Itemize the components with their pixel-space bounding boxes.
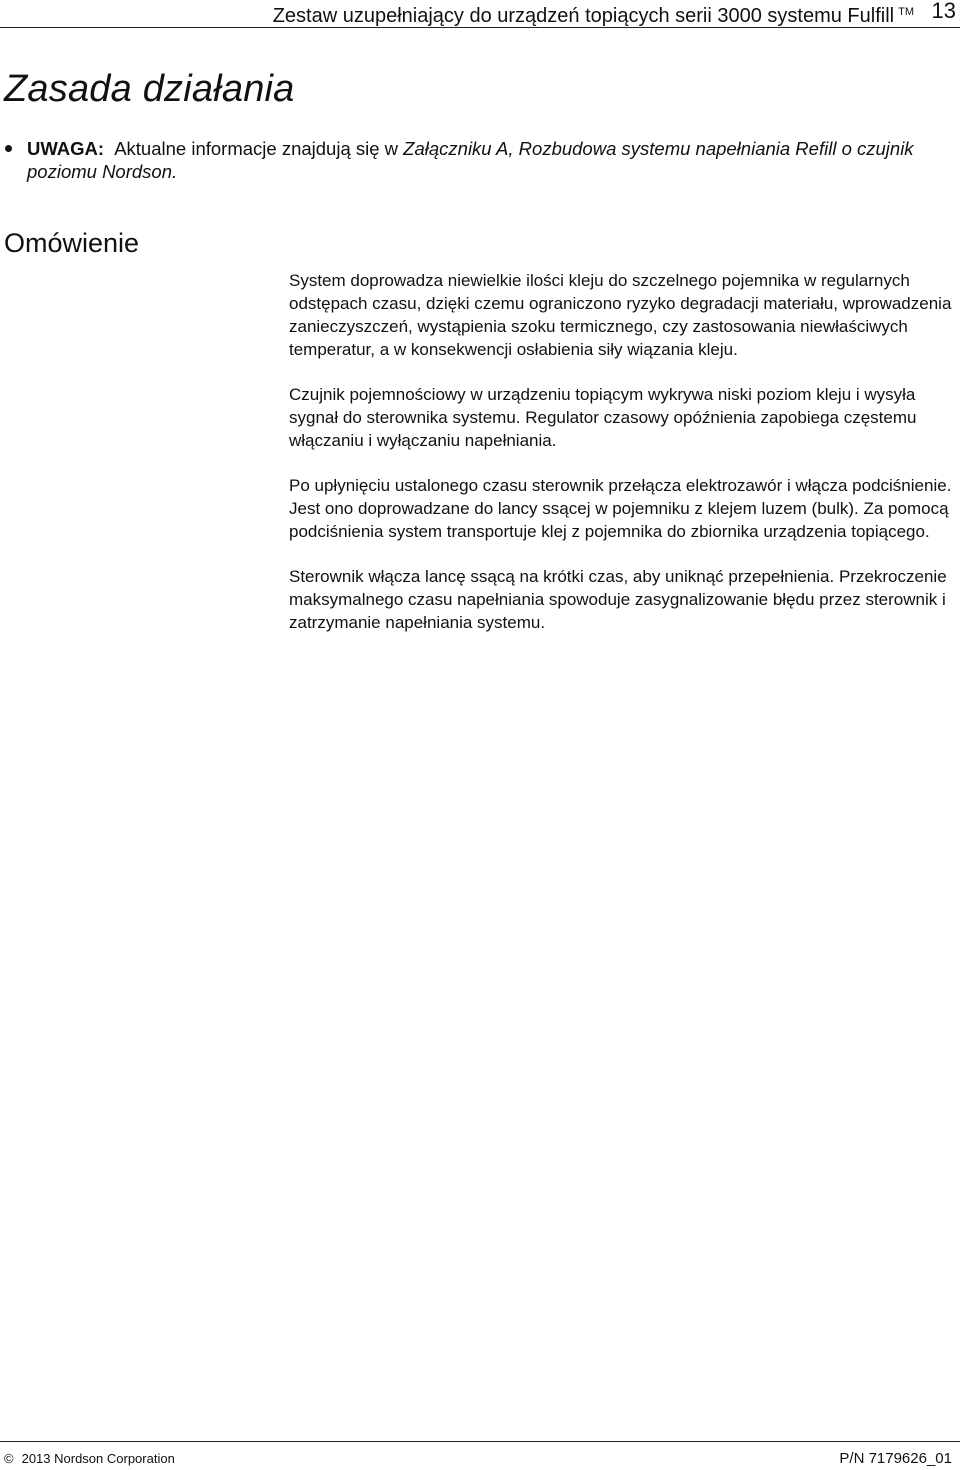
copyright-icon: © xyxy=(4,1451,14,1466)
paragraph: Sterownik włącza lancę ssącą na krótki czas, aby uniknąć przepełnienia. Przekroczenie maksymalnego czasu napełniania spowoduje zasygnalizowanie błędu przez sterownik i zatrzymanie napełniania systemu. xyxy=(289,567,947,632)
note-block xyxy=(5,137,935,183)
page-title: Zasada działania xyxy=(4,68,295,110)
header-title xyxy=(273,0,914,28)
paragraph: System doprowadza niewielkie ilości kleju do szczelnego pojemnika w regularnych odstępach czasu, dzięki czemu ograniczono ryzyko degradacji materiału, wprowadzenia zanieczyszczeń, wystąpienia szoku termicznego, czy zastosowania niewłaściwych temperatur, a w konsekwencji osłabienia siły wiązania kleju. xyxy=(289,271,952,359)
page-header xyxy=(0,0,960,30)
section-title: Omówienie xyxy=(4,228,140,258)
paragraph: Po upłynięciu ustalonego czasu sterownik przełącza elektrozawór i włącza podciśnienie. Jest ono doprowadzane do lancy ssącej w pojemniku z klejem luzem (bulk). Za pomocą podciśnienia system transportuje klej z pojemnika do zbiornika urządzenia topiącego. xyxy=(289,476,952,541)
footer-divider xyxy=(0,1441,960,1442)
bullet-icon xyxy=(5,145,12,152)
note-label: UWAGA: xyxy=(27,138,105,159)
section-body xyxy=(289,269,957,656)
part-number: P/N 7179626_01 xyxy=(839,1450,952,1467)
note-reference: Załączniku A, Rozbudowa systemu napełniania Refill o czujnik poziomu Nordson. xyxy=(27,138,914,182)
header-divider xyxy=(0,27,960,28)
copyright xyxy=(4,1451,175,1467)
copyright-text: 2013 Nordson Corporation xyxy=(21,1451,175,1466)
paragraph: Czujnik pojemnościowy w urządzeniu topiącym wykrywa niski poziom kleju i wysyła sygnał do sterownika systemu. Regulator czasowy opóźnienia zapobiega częstemu włączaniu i wyłączaniu napełniania. xyxy=(289,385,917,450)
note-text xyxy=(27,137,935,183)
page-number: 13 xyxy=(931,0,956,23)
header-title-text: Zestaw uzupełniający do urządzeń topiących serii 3000 systemu Fulfill xyxy=(272,5,895,27)
trademark-mark: TM xyxy=(898,6,914,18)
note-text-before: Aktualne informacje znajdują się w xyxy=(114,138,399,159)
